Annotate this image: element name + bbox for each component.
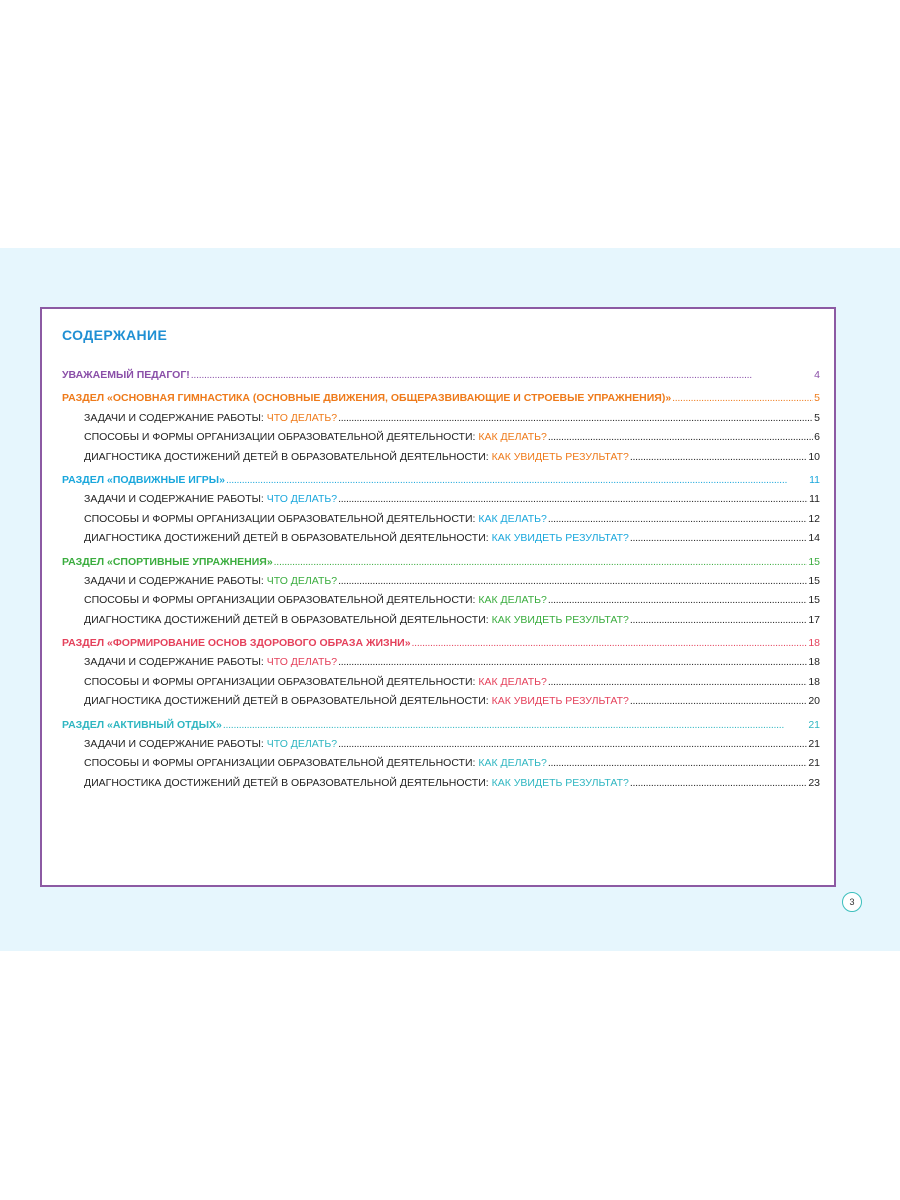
page-number-badge: 3 <box>842 892 862 912</box>
toc-entry-label: ЗАДАЧИ И СОДЕРЖАНИЕ РАБОТЫ: <box>84 411 267 424</box>
toc-entry-label: ЗАДАЧИ И СОДЕРЖАНИЕ РАБОТЫ: <box>84 493 267 506</box>
toc-page-number: 21 <box>808 757 820 770</box>
toc-subsection-entry <box>62 614 820 633</box>
toc-entry-text <box>84 493 337 505</box>
toc-entry-text <box>62 474 225 486</box>
toc-subsection-entry <box>62 493 820 512</box>
toc-subsection-entry <box>62 676 820 695</box>
toc-entry-text <box>62 637 411 649</box>
toc-page-number: 14 <box>808 532 820 545</box>
toc-title: СОДЕРЖАНИЕ <box>62 327 168 343</box>
toc-entry-label: СПОСОБЫ И ФОРМЫ ОРГАНИЗАЦИИ ОБРАЗОВАТЕЛЬНОЙ ДЕЯТЕЛЬНОСТИ: <box>84 675 479 688</box>
toc-dot-leader <box>630 614 807 626</box>
toc-entry-label: ДИАГНОСТИКА ДОСТИЖЕНИЙ ДЕТЕЙ В ОБРАЗОВАТЕЛЬНОЙ ДЕЯТЕЛЬНОСТИ: <box>84 776 492 789</box>
toc-entry-label: РАЗДЕЛ «ОСНОВНАЯ ГИМНАСТИКА (ОСНОВНЫЕ ДВИЖЕНИЯ, ОБЩЕРАЗВИВАЮЩИЕ И СТРОЕВЫЕ УПРАЖНЕНИЯ)» <box>62 392 672 405</box>
toc-list <box>62 369 820 796</box>
toc-subsection-entry <box>62 777 820 796</box>
toc-entry-text <box>84 513 547 525</box>
toc-dot-leader <box>548 431 813 443</box>
toc-page-number: 12 <box>808 512 820 525</box>
toc-dot-leader <box>223 719 807 731</box>
toc-page-number: 10 <box>808 450 820 463</box>
toc-entry-label: ДИАГНОСТИКА ДОСТИЖЕНИЙ ДЕТЕЙ В ОБРАЗОВАТЕЛЬНОЙ ДЕЯТЕЛЬНОСТИ: <box>84 450 492 463</box>
toc-section-entry <box>62 392 820 411</box>
toc-entry-label: РАЗДЕЛ «АКТИВНЫЙ ОТДЫХ» <box>62 718 222 731</box>
toc-page-number: 18 <box>808 656 820 669</box>
toc-entry-highlight: ЧТО ДЕЛАТЬ? <box>266 738 338 751</box>
toc-dot-leader <box>338 575 807 587</box>
toc-dot-leader <box>338 656 807 668</box>
toc-entry-label: РАЗДЕЛ «ФОРМИРОВАНИЕ ОСНОВ ЗДОРОВОГО ОБРАЗА ЖИЗНИ» <box>62 637 411 650</box>
toc-entry-highlight: КАК УВИДЕТЬ РЕЗУЛЬТАТ? <box>491 776 629 789</box>
toc-page-number: 23 <box>808 776 820 789</box>
toc-entry-label: ЗАДАЧИ И СОДЕРЖАНИЕ РАБОТЫ: <box>84 738 267 751</box>
toc-entry-label: ДИАГНОСТИКА ДОСТИЖЕНИЙ ДЕТЕЙ В ОБРАЗОВАТЕЛЬНОЙ ДЕЯТЕЛЬНОСТИ: <box>84 613 492 626</box>
toc-entry-label: ЗАДАЧИ И СОДЕРЖАНИЕ РАБОТЫ: <box>84 656 267 669</box>
toc-entry-label: СПОСОБЫ И ФОРМЫ ОРГАНИЗАЦИИ ОБРАЗОВАТЕЛЬНОЙ ДЕЯТЕЛЬНОСТИ: <box>84 594 479 607</box>
toc-dot-leader <box>548 513 807 525</box>
toc-subsection-entry <box>62 738 820 757</box>
toc-page-number: 4 <box>814 369 820 381</box>
toc-entry-text <box>84 777 629 789</box>
toc-page-number: 18 <box>808 675 820 688</box>
toc-entry-highlight: ЧТО ДЕЛАТЬ? <box>266 493 338 506</box>
toc-subsection-entry <box>62 412 820 431</box>
toc-page-number: 20 <box>808 695 820 708</box>
toc-entry-text <box>84 676 547 688</box>
toc-page-number: 5 <box>814 411 820 424</box>
toc-dot-leader <box>630 532 807 544</box>
toc-subsection-entry <box>62 513 820 532</box>
toc-entry-text <box>84 738 337 750</box>
toc-dot-leader <box>672 392 813 404</box>
toc-entry-highlight: КАК ДЕЛАТЬ? <box>478 594 547 607</box>
toc-section-entry <box>62 556 820 575</box>
toc-entry-text <box>84 412 337 424</box>
toc-entry-highlight: КАК ДЕЛАТЬ? <box>478 675 547 688</box>
toc-frame <box>40 307 836 887</box>
toc-dot-leader <box>226 474 808 486</box>
toc-dot-leader <box>338 493 808 505</box>
toc-dot-leader <box>630 451 807 463</box>
toc-entry-highlight: КАК УВИДЕТЬ РЕЗУЛЬТАТ? <box>491 695 629 708</box>
toc-dot-leader <box>548 594 807 606</box>
toc-page-number: 11 <box>809 493 820 506</box>
toc-entry-highlight: ЧТО ДЕЛАТЬ? <box>266 574 338 587</box>
toc-subsection-entry <box>62 757 820 776</box>
toc-page-number: 15 <box>808 555 820 568</box>
toc-entry-text <box>84 575 337 587</box>
toc-dot-leader <box>548 676 807 688</box>
toc-entry-text <box>62 556 273 568</box>
toc-entry-highlight: КАК ДЕЛАТЬ? <box>478 431 547 444</box>
toc-dot-leader <box>412 637 808 649</box>
toc-subsection-entry <box>62 594 820 613</box>
toc-entry-text <box>84 594 547 606</box>
toc-section-entry <box>62 719 820 738</box>
toc-subsection-entry <box>62 656 820 675</box>
toc-subsection-entry <box>62 451 820 470</box>
toc-entry-label: РАЗДЕЛ «ПОДВИЖНЫЕ ИГРЫ» <box>62 473 225 486</box>
toc-page-number: 11 <box>809 473 820 486</box>
toc-entry-label: УВАЖАЕМЫЙ ПЕДАГОГ! <box>62 369 190 381</box>
toc-dot-leader <box>630 695 807 707</box>
toc-entry-label: ДИАГНОСТИКА ДОСТИЖЕНИЙ ДЕТЕЙ В ОБРАЗОВАТЕЛЬНОЙ ДЕЯТЕЛЬНОСТИ: <box>84 532 492 545</box>
toc-entry-text <box>84 451 629 463</box>
toc-entry-text <box>84 757 547 769</box>
toc-entry-highlight: ЧТО ДЕЛАТЬ? <box>266 656 338 669</box>
toc-entry-text <box>84 614 629 626</box>
toc-entry-highlight: ЧТО ДЕЛАТЬ? <box>266 411 338 424</box>
toc-entry-highlight: КАК ДЕЛАТЬ? <box>478 512 547 525</box>
toc-dot-leader <box>548 757 807 769</box>
toc-page-number: 18 <box>808 637 820 650</box>
toc-entry-highlight: КАК УВИДЕТЬ РЕЗУЛЬТАТ? <box>491 532 629 545</box>
toc-entry-text <box>84 431 547 443</box>
toc-page-number: 21 <box>808 738 820 751</box>
toc-section-entry <box>62 637 820 656</box>
toc-dot-leader <box>338 412 813 424</box>
toc-page-number: 17 <box>808 613 820 626</box>
toc-subsection-entry <box>62 431 820 450</box>
toc-entry-highlight: КАК УВИДЕТЬ РЕЗУЛЬТАТ? <box>491 613 629 626</box>
toc-page-number: 5 <box>814 392 820 405</box>
toc-entry-label: ЗАДАЧИ И СОДЕРЖАНИЕ РАБОТЫ: <box>84 574 267 587</box>
toc-page-number: 21 <box>808 718 820 731</box>
toc-section-entry <box>62 474 820 493</box>
toc-entry-text <box>62 392 671 404</box>
toc-page-number: 15 <box>808 574 820 587</box>
toc-page-number: 15 <box>808 594 820 607</box>
toc-subsection-entry <box>62 575 820 594</box>
toc-dot-leader <box>338 738 807 750</box>
toc-subsection-entry <box>62 532 820 551</box>
toc-entry-label: СПОСОБЫ И ФОРМЫ ОРГАНИЗАЦИИ ОБРАЗОВАТЕЛЬНОЙ ДЕЯТЕЛЬНОСТИ: <box>84 757 479 770</box>
toc-entry-text <box>62 369 190 381</box>
toc-entry-text <box>62 719 222 731</box>
toc-page-number: 6 <box>814 431 820 444</box>
toc-section-entry <box>62 369 820 388</box>
toc-entry-highlight: КАК УВИДЕТЬ РЕЗУЛЬТАТ? <box>491 450 629 463</box>
toc-dot-leader <box>630 777 807 789</box>
toc-entry-text <box>84 656 337 668</box>
toc-dot-leader <box>274 556 808 568</box>
toc-entry-label: СПОСОБЫ И ФОРМЫ ОРГАНИЗАЦИИ ОБРАЗОВАТЕЛЬНОЙ ДЕЯТЕЛЬНОСТИ: <box>84 431 479 444</box>
toc-dot-leader <box>191 369 813 381</box>
toc-entry-label: ДИАГНОСТИКА ДОСТИЖЕНИЙ ДЕТЕЙ В ОБРАЗОВАТЕЛЬНОЙ ДЕЯТЕЛЬНОСТИ: <box>84 695 492 708</box>
toc-subsection-entry <box>62 695 820 714</box>
toc-entry-label: СПОСОБЫ И ФОРМЫ ОРГАНИЗАЦИИ ОБРАЗОВАТЕЛЬНОЙ ДЕЯТЕЛЬНОСТИ: <box>84 512 479 525</box>
toc-entry-label: РАЗДЕЛ «СПОРТИВНЫЕ УПРАЖНЕНИЯ» <box>62 555 273 568</box>
toc-entry-text <box>84 695 629 707</box>
toc-entry-text <box>84 532 629 544</box>
toc-entry-highlight: КАК ДЕЛАТЬ? <box>478 757 547 770</box>
